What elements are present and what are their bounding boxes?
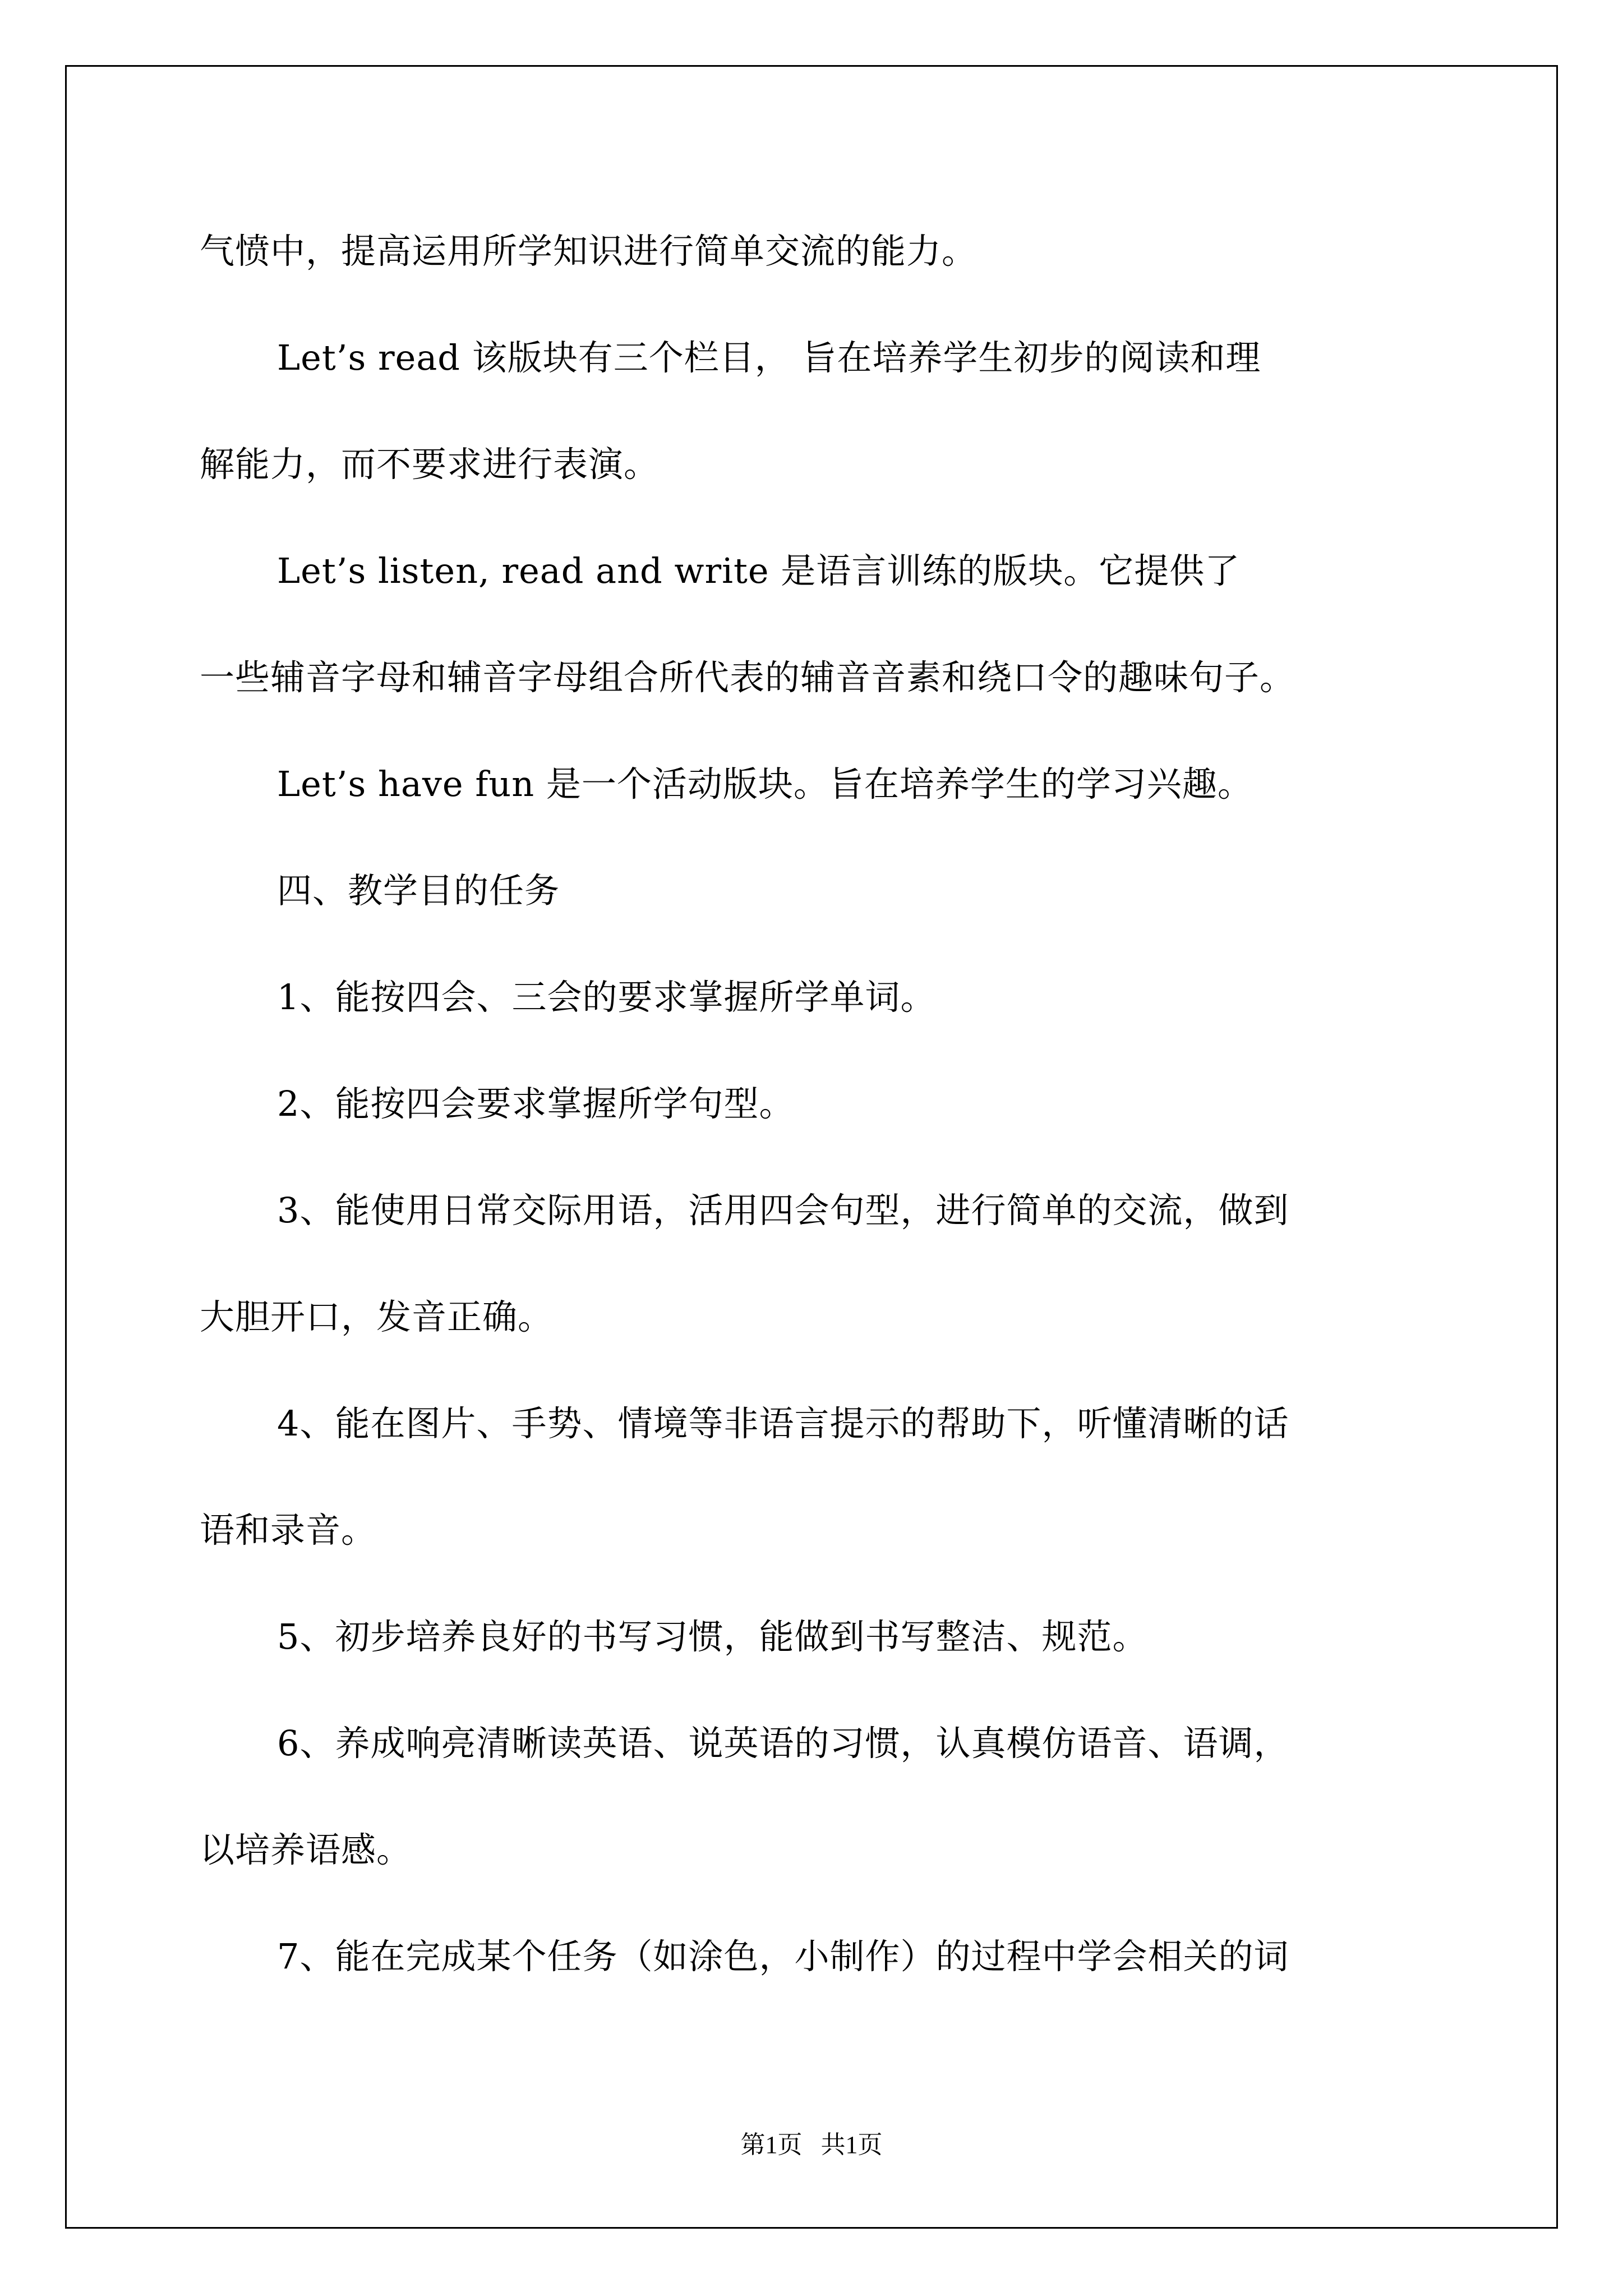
text-line-17: 7、能在完成某个任务（如涂色，小制作）的过程中学会相关的词: [277, 1936, 1289, 1977]
text-line-3: 解能力，而不要求进行表演。: [200, 444, 660, 485]
text-line-12: 4、能在图片、手势、情境等非语言提示的帮助下，听懂清晰的话: [277, 1403, 1289, 1444]
text-line-15: 6、养成响亮清晰读英语、说英语的习惯，认真模仿语音、语调，: [277, 1723, 1289, 1764]
text-line-6: Let’s have fun 是一个活动版块。旨在培养学生的学习兴趣。: [277, 763, 1253, 804]
text-line-11: 大胆开口，发音正确。: [200, 1296, 554, 1337]
page-border: [65, 65, 1558, 2229]
text-line-8: 1、能按四会、三会的要求掌握所学单词。: [277, 977, 936, 1018]
text-line-4: Let’s listen, read and write 是语言训练的版块。它提供了: [277, 550, 1241, 591]
text-line-14: 5、初步培养良好的书写习惯，能做到书写整洁、规范。: [277, 1616, 1148, 1657]
text-line-16: 以培养语感。: [200, 1829, 412, 1870]
page-footer: 第1页 共1页: [740, 2131, 883, 2159]
text-line-13: 语和录音。: [200, 1510, 377, 1550]
section-heading: 四、教学目的任务: [277, 870, 560, 911]
text-line-5: 一些辅音字母和辅音字母组合所代表的辅音音素和绕口令的趣味句子。: [200, 657, 1295, 698]
text-line-9: 2、能按四会要求掌握所学句型。: [277, 1083, 795, 1124]
text-line-10: 3、能使用日常交际用语，活用四会句型，进行简单的交流，做到: [277, 1190, 1289, 1231]
text-line-1: 气愤中，提高运用所学知识进行简单交流的能力。: [200, 231, 978, 272]
text-line-2: Let’s read 该版块有三个栏目， 旨在培养学生初步的阅读和理: [277, 337, 1261, 378]
